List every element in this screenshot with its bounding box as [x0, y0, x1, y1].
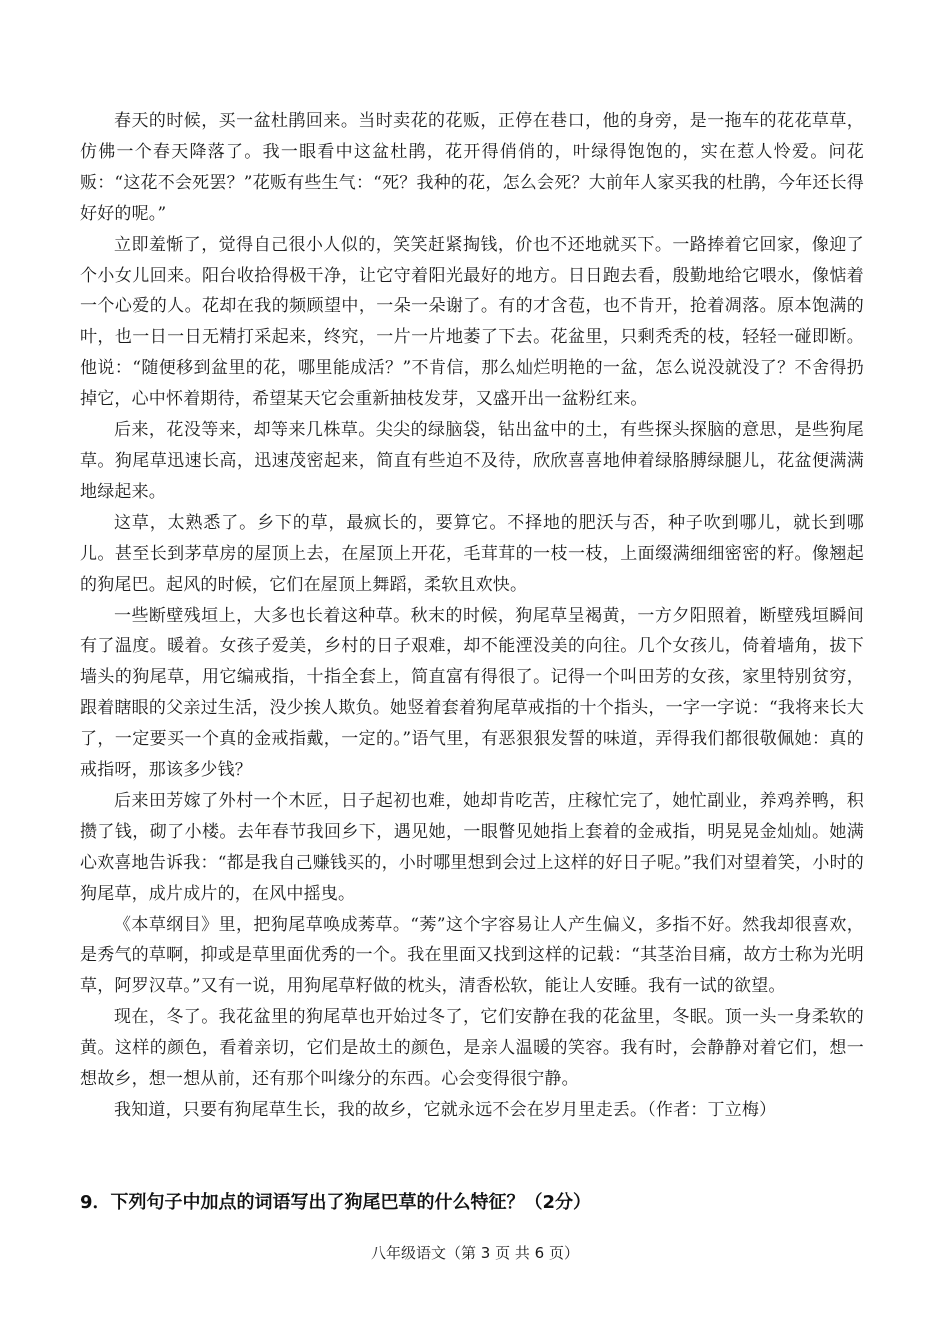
page-footer: 八年级语文（第 3 页 共 6 页）: [371, 1244, 579, 1262]
article-paragraph: 《本草纲目》里，把狗尾草唤成莠草。“莠”这个字容易让人产生偏义，多指不好。然我却很喜欢，是秀气的草啊，抑或是草里面优秀的一个。我在里面又找到这样的记载：“其茎治目痛，故方士称为光明草，阿罗汉草。”又有一说，用狗尾草籽做的枕头，清香松软，能让人安睡。我有一试的欲望。: [80, 914, 864, 997]
article-paragraph: 一些断壁残垣上，大多也长着这种草。秋末的时候，狗尾草呈褐黄，一方夕阳照着，断壁残垣瞬间有了温度。暖着。女孩子爱美，乡村的日子艰难，却不能湮没美的向往。几个女孩儿，倚着墙角，拔下墙头的狗尾草，用它编戒指，十指全套上，简直富有得很了。记得一个叫田芳的女孩，家里特别贫穷，跟着瞎眼的父亲过生活，没少挨人欺负。她竖着套着狗尾草戒指的十个指头，一字一字说：“我将来长大了，一定要买一个真的金戒指戴，一定的。”语气里，有恶狠狠发誓的味道，弄得我们都很敬佩她：真的戒指呀，那该多少钱？: [80, 605, 864, 781]
article-paragraph: 立即羞惭了，觉得自己很小人似的，笑笑赶紧掏钱，价也不还地就买下。一路捧着它回家，像迎了个小女儿回来。阳台收拾得极干净，让它守着阳光最好的地方。日日跑去看，殷勤地给它喂水，像惦着一个心爱的人。花却在我的频顾望中，一朵一朵谢了。有的才含苞，也不肯开，抢着凋落。原本饱满的叶，也一日一日无精打采起来，终究，一片一片地萎了下去。花盆里，只剩秃秃的枝，轻轻一碰即断。他说：“随便移到盆里的花，哪里能成活？”不肯信，那么灿烂明艳的一盆，怎么说没就没了？不舍得扔掉它，心中怀着期待，希望某天它会重新抽枝发芽，又盛开出一盆粉红来。: [80, 234, 864, 410]
article-body: [80, 106, 864, 1126]
question-9: 9．下列句子中加点的词语写出了狗尾巴草的什么特征？（2分）: [80, 1192, 592, 1213]
article-paragraph: 这草，太熟悉了。乡下的草，最疯长的，要算它。不择地的肥沃与否，种子吹到哪儿，就长到哪儿。甚至长到茅草房的屋顶上去，在屋顶上开花，毛茸茸的一枝一枝，上面缀满细细密密的籽。像翘起的狗尾巴。起风的时候，它们在屋顶上舞蹈，柔软且欢快。: [80, 512, 864, 595]
article-paragraph: 春天的时候，买一盆杜鹃回来。当时卖花的花贩，正停在巷口，他的身旁，是一拖车的花花草草，仿佛一个春天降落了。我一眼看中这盆杜鹃，花开得俏俏的，叶绿得饱饱的，实在惹人怜爱。问花贩：“这花不会死罢？”花贩有些生气：“死？我种的花，怎么会死？大前年人家买我的杜鹃，今年还长得好好的呢。”: [80, 111, 864, 224]
article-paragraph: 现在，冬了。我花盆里的狗尾草也开始过冬了，它们安静在我的花盆里，冬眠。顶一头一身柔软的黄。这样的颜色，看着亲切，它们是故土的颜色，是亲人温暖的笑容。我有时，会静静对着它们，想一想故乡，想一想从前，还有那个叫缘分的东西。心会变得很宁静。: [80, 1007, 864, 1090]
article-paragraph: 后来，花没等来，却等来几株草。尖尖的绿脑袋，钻出盆中的土，有些探头探脑的意思，是些狗尾草。狗尾草迅速长高，迅速茂密起来，简直有些迫不及待，欣欣喜喜地伸着绿胳膊绿腿儿，花盆便满满地绿起来。: [80, 420, 864, 502]
article-paragraph: 我知道，只要有狗尾草生长，我的故乡，它就永远不会在岁月里走丢。（作者：丁立梅）: [114, 1100, 777, 1120]
article-paragraph: 后来田芳嫁了外村一个木匠，日子起初也难，她却肯吃苦，庄稼忙完了，她忙副业，养鸡养鸭，积攒了钱，砌了小楼。去年春节我回乡下，遇见她，一眼瞥见她指上套着的金戒指，明晃晃金灿灿。她满心欢喜地告诉我：“都是我自己赚钱买的，小时哪里想到会过上这样的好日子呢。”我们对望着笑，小时的狗尾草，成片成片的，在风中摇曳。: [80, 790, 864, 904]
